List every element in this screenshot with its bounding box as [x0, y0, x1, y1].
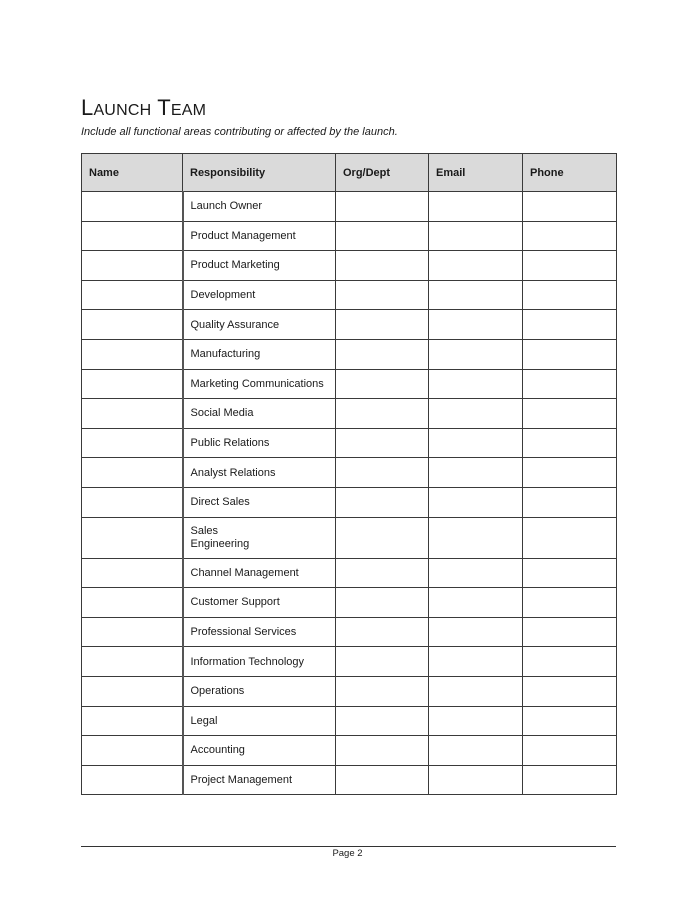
org-dept-cell[interactable] [336, 428, 429, 458]
table-row [82, 588, 617, 618]
org-dept-cell[interactable] [336, 280, 429, 310]
responsibility-label: Marketing Communications [190, 377, 324, 390]
name-cell[interactable] [82, 310, 183, 340]
responsibility-cell [183, 458, 336, 488]
email-cell[interactable] [429, 617, 523, 647]
name-cell[interactable] [82, 221, 183, 251]
responsibility-cell [183, 339, 336, 369]
email-cell[interactable] [429, 251, 523, 281]
phone-cell[interactable] [523, 428, 617, 458]
org-dept-cell[interactable] [336, 647, 429, 677]
org-dept-cell[interactable] [336, 369, 429, 399]
phone-cell[interactable] [523, 369, 617, 399]
name-cell[interactable] [82, 369, 183, 399]
email-cell[interactable] [429, 676, 523, 706]
name-cell[interactable] [82, 280, 183, 310]
table-row [82, 706, 617, 736]
email-cell[interactable] [429, 706, 523, 736]
org-dept-cell[interactable] [336, 736, 429, 766]
org-dept-cell[interactable] [336, 617, 429, 647]
org-dept-cell[interactable] [336, 588, 429, 618]
page-title [81, 95, 206, 121]
name-cell[interactable] [82, 517, 183, 558]
table-row [82, 251, 617, 281]
table-row [82, 617, 617, 647]
phone-cell[interactable] [523, 310, 617, 340]
name-cell[interactable] [82, 736, 183, 766]
phone-cell[interactable] [523, 647, 617, 677]
table-row [82, 280, 617, 310]
responsibility-cell [183, 617, 336, 647]
table-row [82, 487, 617, 517]
table-row [82, 517, 617, 558]
header-org-dept: Org/Dept [336, 154, 429, 192]
responsibility-cell [183, 558, 336, 588]
responsibility-label: Customer Support [190, 596, 280, 609]
org-dept-cell[interactable] [336, 706, 429, 736]
footer-divider [81, 846, 616, 847]
table-header-row [82, 154, 617, 192]
email-cell[interactable] [429, 310, 523, 340]
launch-team-table [81, 153, 617, 795]
org-dept-cell[interactable] [336, 517, 429, 558]
responsibility-label: Information Technology [190, 655, 305, 668]
email-cell[interactable] [429, 280, 523, 310]
title-initial: L [81, 95, 94, 120]
responsibility-label: Development [190, 289, 256, 302]
responsibility-cell [183, 369, 336, 399]
org-dept-cell[interactable] [336, 399, 429, 429]
responsibility-cell [183, 280, 336, 310]
email-cell[interactable] [429, 399, 523, 429]
email-cell[interactable] [429, 339, 523, 369]
name-cell[interactable] [82, 706, 183, 736]
responsibility-label: Manufacturing [190, 348, 261, 361]
phone-cell[interactable] [523, 765, 617, 795]
table-row [82, 765, 617, 795]
table-row [82, 221, 617, 251]
responsibility-cell [183, 251, 336, 281]
name-cell[interactable] [82, 588, 183, 618]
responsibility-cell [183, 487, 336, 517]
name-cell[interactable] [82, 487, 183, 517]
table-row [82, 192, 617, 222]
title-rest: EAM [170, 102, 207, 119]
phone-cell[interactable] [523, 399, 617, 429]
email-cell[interactable] [429, 765, 523, 795]
table-row [82, 428, 617, 458]
email-cell[interactable] [429, 369, 523, 399]
title-initial: T [157, 95, 171, 120]
phone-cell[interactable] [523, 617, 617, 647]
responsibility-cell [183, 706, 336, 736]
responsibility-cell [183, 588, 336, 618]
table-row [82, 399, 617, 429]
responsibility-label: Analyst Relations [190, 466, 276, 479]
name-cell[interactable] [82, 676, 183, 706]
table-row [82, 558, 617, 588]
phone-cell[interactable] [523, 517, 617, 558]
responsibility-cell [183, 517, 336, 558]
table-row [82, 676, 617, 706]
email-cell[interactable] [429, 736, 523, 766]
responsibility-cell [183, 428, 336, 458]
table-row [82, 310, 617, 340]
responsibility-label: Quality Assurance [190, 318, 280, 331]
phone-cell[interactable] [523, 676, 617, 706]
email-cell[interactable] [429, 647, 523, 677]
responsibility-cell [183, 765, 336, 795]
org-dept-cell[interactable] [336, 339, 429, 369]
responsibility-label: Sales [190, 524, 219, 537]
name-cell[interactable] [82, 399, 183, 429]
phone-cell[interactable] [523, 558, 617, 588]
org-dept-cell[interactable] [336, 458, 429, 488]
responsibility-label: Accounting [190, 744, 245, 757]
org-dept-cell[interactable] [336, 221, 429, 251]
email-cell[interactable] [429, 487, 523, 517]
email-cell[interactable] [429, 588, 523, 618]
responsibility-cell [183, 310, 336, 340]
title-rest: AUNCH [93, 102, 152, 119]
responsibility-label: Product Management [190, 229, 296, 242]
responsibility-cell [183, 647, 336, 677]
email-cell[interactable] [429, 428, 523, 458]
phone-cell[interactable] [523, 487, 617, 517]
email-cell[interactable] [429, 558, 523, 588]
org-dept-cell[interactable] [336, 676, 429, 706]
org-dept-cell[interactable] [336, 310, 429, 340]
responsibility-label: Public Relations [190, 437, 270, 450]
phone-cell[interactable] [523, 736, 617, 766]
name-cell[interactable] [82, 339, 183, 369]
email-cell[interactable] [429, 192, 523, 222]
table-row [82, 369, 617, 399]
phone-cell[interactable] [523, 280, 617, 310]
responsibility-cell [183, 221, 336, 251]
responsibility-label: Direct Sales [190, 496, 250, 509]
phone-cell[interactable] [523, 221, 617, 251]
phone-cell[interactable] [523, 339, 617, 369]
header-phone: Phone [523, 154, 617, 192]
header-responsibility: Responsibility [183, 154, 336, 192]
org-dept-cell[interactable] [336, 487, 429, 517]
phone-cell[interactable] [523, 458, 617, 488]
responsibility-label: Legal [190, 714, 218, 727]
name-cell[interactable] [82, 617, 183, 647]
email-cell[interactable] [429, 221, 523, 251]
responsibility-cell [183, 736, 336, 766]
org-dept-cell[interactable] [336, 251, 429, 281]
responsibility-label: Launch Owner [190, 200, 263, 213]
name-cell[interactable] [82, 765, 183, 795]
responsibility-cell [183, 399, 336, 429]
org-dept-cell[interactable] [336, 765, 429, 795]
responsibility-label: Social Media [190, 407, 254, 420]
email-cell[interactable] [429, 458, 523, 488]
page-subtitle: Include all functional areas contributing or affected by the launch. [81, 126, 398, 138]
name-cell[interactable] [82, 428, 183, 458]
table-row [82, 736, 617, 766]
header-email: Email [429, 154, 523, 192]
responsibility-label: Professional Services [190, 626, 297, 639]
table-row [82, 458, 617, 488]
header-name: Name [82, 154, 183, 192]
responsibility-cell [183, 192, 336, 222]
email-cell[interactable] [429, 517, 523, 558]
responsibility-label: Channel Management [190, 566, 299, 579]
page-number: Page 2 [332, 848, 363, 859]
phone-cell[interactable] [523, 251, 617, 281]
responsibility-label-line2: Engineering [190, 537, 250, 550]
name-cell[interactable] [82, 192, 183, 222]
name-cell[interactable] [82, 558, 183, 588]
responsibility-label: Product Marketing [190, 259, 280, 272]
name-cell[interactable] [82, 458, 183, 488]
responsibility-label: Project Management [190, 773, 292, 786]
org-dept-cell[interactable] [336, 558, 429, 588]
responsibility-label: Operations [190, 685, 245, 698]
org-dept-cell[interactable] [336, 192, 429, 222]
phone-cell[interactable] [523, 706, 617, 736]
name-cell[interactable] [82, 647, 183, 677]
responsibility-cell [183, 676, 336, 706]
name-cell[interactable] [82, 251, 183, 281]
table-row [82, 339, 617, 369]
phone-cell[interactable] [523, 588, 617, 618]
phone-cell[interactable] [523, 192, 617, 222]
table-row [82, 647, 617, 677]
